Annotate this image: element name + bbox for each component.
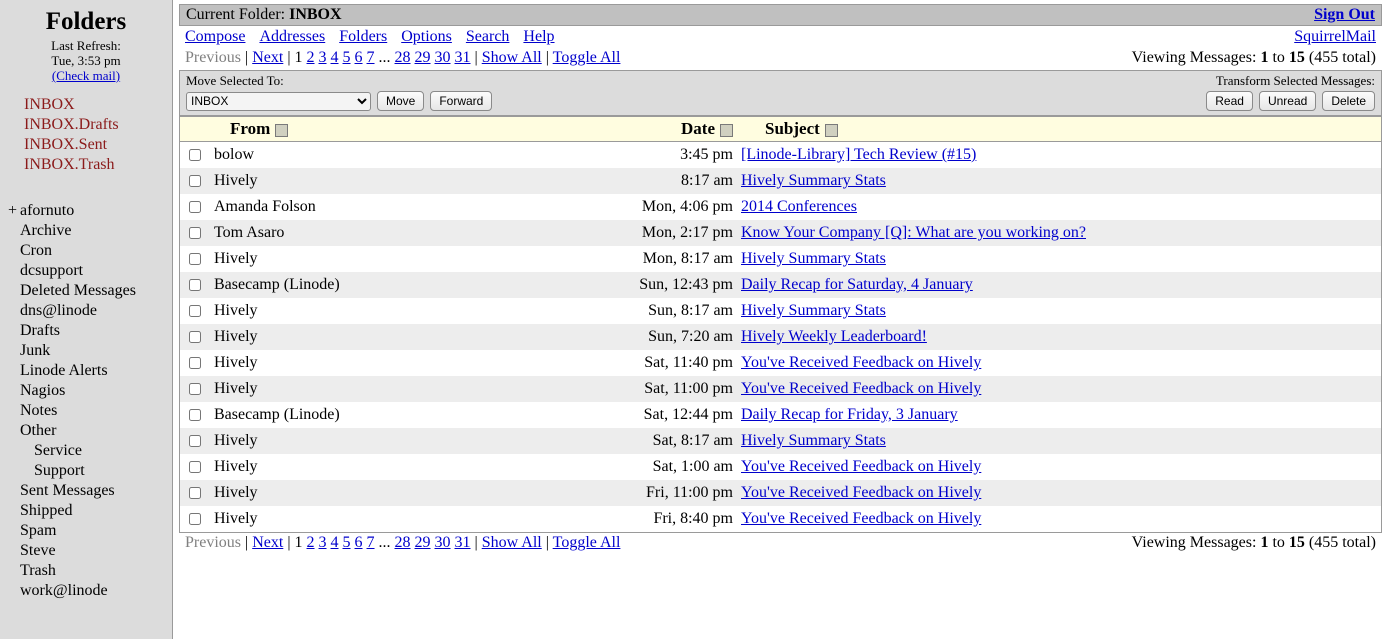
table-row[interactable] [180, 298, 1382, 324]
folder-label[interactable]: Sent Messages [20, 482, 115, 499]
move-controls [186, 91, 492, 111]
sidebar-item-inbox-sent[interactable]: INBOX.Sent [24, 136, 108, 153]
message-subject-link[interactable]: Daily Recap for Friday, 3 January [741, 406, 958, 423]
current-folder-bar [179, 4, 1382, 26]
folder-label[interactable]: Nagios [20, 382, 66, 399]
message-date: Sun, 12:43 pm [554, 272, 737, 298]
previous-page-link: Previous [185, 49, 241, 66]
page-link-2-bottom[interactable]: 2 [306, 534, 315, 551]
message-subject-link[interactable]: You've Received Feedback on Hively [741, 510, 982, 527]
message-from: Tom Asaro [210, 220, 554, 246]
sign-out-link[interactable]: Sign Out [1314, 6, 1375, 23]
expand-icon[interactable]: + [8, 202, 18, 219]
page-link-4-bottom[interactable]: 4 [330, 534, 339, 551]
message-subject-cell[interactable] [737, 246, 1382, 272]
forward-button[interactable]: Forward [430, 91, 492, 111]
transform-buttons [1206, 91, 1375, 111]
viewing-label-bottom: Viewing Messages: [1131, 534, 1257, 551]
page-link-6[interactable]: 6 [354, 49, 363, 66]
row-checkbox-cell[interactable] [180, 298, 211, 324]
next-page-link[interactable]: Next [252, 49, 284, 66]
column-header-date-label: Date [681, 119, 715, 138]
message-list-body [180, 142, 1382, 533]
viewing-range-to: to [1272, 49, 1285, 66]
table-row[interactable] [180, 194, 1382, 220]
column-header-date[interactable] [554, 117, 737, 142]
message-checkbox[interactable] [189, 383, 201, 395]
page-link-6-bottom[interactable]: 6 [354, 534, 363, 551]
folder-row[interactable] [8, 521, 172, 541]
page-link-31[interactable]: 31 [454, 49, 471, 66]
message-from: Hively [210, 480, 554, 506]
page-link-7-bottom[interactable]: 7 [366, 534, 375, 551]
paging-top [179, 48, 1382, 70]
folder-label[interactable]: Trash [20, 562, 56, 579]
page-ellipsis-bottom: ... [378, 534, 391, 551]
folders-title: Folders [45, 8, 127, 35]
refresh-info [0, 38, 172, 83]
column-header-from[interactable] [210, 117, 554, 142]
message-subject-cell[interactable] [737, 454, 1382, 480]
page-link-4[interactable]: 4 [330, 49, 339, 66]
message-checkbox[interactable] [189, 461, 201, 473]
squirrelmail-brand-link[interactable]: SquirrelMail [1294, 28, 1376, 45]
folder-row[interactable] [8, 481, 172, 501]
folder-row[interactable] [8, 361, 172, 381]
page-link-28-bottom[interactable]: 28 [394, 534, 411, 551]
delete-button[interactable]: Delete [1322, 91, 1375, 111]
menu-item-folders[interactable]: Folders [339, 28, 388, 45]
page-link-29-bottom[interactable]: 29 [414, 534, 431, 551]
message-date: 8:17 am [554, 168, 737, 194]
folder-label[interactable]: Spam [20, 522, 57, 539]
menu-item-addresses[interactable]: Addresses [259, 28, 326, 45]
row-checkbox-cell[interactable] [180, 480, 211, 506]
message-from: Hively [210, 454, 554, 480]
folder-row[interactable] [8, 501, 172, 521]
special-folder-list [0, 95, 172, 175]
row-checkbox-cell[interactable] [180, 454, 211, 480]
row-checkbox-cell[interactable] [180, 376, 211, 402]
message-from: Hively [210, 298, 554, 324]
move-folder-select[interactable] [186, 92, 371, 111]
folder-row[interactable] [8, 201, 172, 221]
viewing-range-start-bottom: 1 [1260, 534, 1269, 551]
folder-row[interactable] [8, 581, 172, 601]
message-date: Sat, 12:44 pm [554, 402, 737, 428]
column-header-subject[interactable] [737, 117, 1382, 142]
message-subject-link[interactable]: You've Received Feedback on Hively [741, 458, 982, 475]
toggle-all-link-bottom[interactable]: Toggle All [552, 534, 621, 551]
message-from: Hively [210, 324, 554, 350]
paging-bottom [179, 533, 1382, 555]
sidebar-item-inbox[interactable]: INBOX [24, 96, 75, 113]
message-checkbox[interactable] [189, 175, 201, 187]
transform-label: Transform Selected Messages: [1215, 73, 1375, 88]
message-subject-link[interactable]: You've Received Feedback on Hively [741, 380, 982, 397]
page-ellipsis: ... [378, 49, 391, 66]
viewing-total-bottom: (455 total) [1308, 534, 1376, 551]
brand-link-container [1294, 28, 1376, 46]
viewing-range-end: 15 [1288, 49, 1305, 66]
message-date: Sun, 8:17 am [554, 298, 737, 324]
message-subject-link[interactable]: Daily Recap for Saturday, 4 January [741, 276, 973, 293]
page-link-31-bottom[interactable]: 31 [454, 534, 471, 551]
message-from: Basecamp (Linode) [210, 272, 554, 298]
current-folder-name: INBOX [289, 6, 342, 23]
page-link-28[interactable]: 28 [394, 49, 411, 66]
message-from: bolow [210, 142, 554, 169]
folders-sidebar [0, 0, 173, 639]
folder-label[interactable]: Junk [20, 342, 51, 359]
message-subject-link[interactable]: Hively Summary Stats [741, 432, 886, 449]
viewing-label: Viewing Messages: [1131, 49, 1257, 66]
menu-item-compose[interactable]: Compose [185, 28, 246, 45]
last-refresh-label: Last Refresh: [51, 38, 121, 53]
message-checkbox[interactable] [189, 279, 201, 291]
folder-row[interactable] [8, 221, 172, 241]
viewing-range-to-bottom: to [1272, 534, 1285, 551]
message-date: Sat, 8:17 am [554, 428, 737, 454]
sort-subject-icon[interactable] [825, 124, 838, 137]
message-date: Mon, 4:06 pm [554, 194, 737, 220]
table-row[interactable] [180, 506, 1382, 533]
folder-label[interactable]: dcsupport [20, 262, 84, 279]
message-from: Hively [210, 246, 554, 272]
menu-item-options[interactable]: Options [401, 28, 452, 45]
folder-label[interactable]: work@linode [20, 582, 108, 599]
message-date: Mon, 8:17 am [554, 246, 737, 272]
table-row[interactable] [180, 272, 1382, 298]
message-subject-cell[interactable] [737, 350, 1382, 376]
table-row[interactable] [180, 168, 1382, 194]
row-checkbox-cell[interactable] [180, 220, 211, 246]
message-checkbox[interactable] [189, 201, 201, 213]
message-checkbox[interactable] [189, 253, 201, 265]
message-date: Fri, 8:40 pm [554, 506, 737, 533]
row-checkbox-cell[interactable] [180, 194, 211, 220]
message-from: Hively [210, 376, 554, 402]
last-refresh-time: Tue, 3:53 pm [51, 53, 121, 68]
move-transform-bar [179, 70, 1382, 116]
menu-item-search[interactable]: Search [465, 28, 510, 45]
message-from: Basecamp (Linode) [210, 402, 554, 428]
message-subject-cell[interactable] [737, 142, 1382, 169]
page-link-29[interactable]: 29 [414, 49, 431, 66]
show-all-link-bottom[interactable]: Show All [481, 534, 542, 551]
message-checkbox[interactable] [189, 357, 201, 369]
row-checkbox-cell[interactable] [180, 428, 211, 454]
current-folder-display [186, 6, 342, 24]
folder-row[interactable] [8, 321, 172, 341]
current-folder-label: Current Folder: [186, 6, 286, 23]
message-from: Hively [210, 428, 554, 454]
move-selected-label: Move Selected To: [186, 73, 284, 88]
message-subject-link[interactable]: [Linode-Library] Tech Review (#15) [741, 146, 977, 163]
viewing-range-start: 1 [1260, 49, 1269, 66]
folder-row[interactable] [8, 561, 172, 581]
message-from: Hively [210, 168, 554, 194]
row-checkbox-cell[interactable] [180, 402, 211, 428]
message-subject-link[interactable]: You've Received Feedback on Hively [741, 484, 982, 501]
folder-label[interactable]: Notes [20, 402, 58, 419]
message-subject-cell[interactable] [737, 480, 1382, 506]
folder-label[interactable]: Cron [20, 242, 52, 259]
check-mail-link[interactable]: (Check mail) [51, 68, 121, 83]
table-row[interactable] [180, 350, 1382, 376]
message-checkbox[interactable] [189, 305, 201, 317]
message-subject-link[interactable]: 2014 Conferences [741, 198, 857, 215]
folder-row[interactable] [8, 401, 172, 421]
row-checkbox-cell[interactable] [180, 324, 211, 350]
toggle-all-link[interactable]: Toggle All [552, 49, 621, 66]
row-checkbox-cell[interactable] [180, 142, 211, 169]
folder-row[interactable] [8, 441, 172, 461]
folder-label[interactable]: Drafts [20, 322, 60, 339]
message-subject-cell[interactable] [737, 168, 1382, 194]
message-list-table [179, 116, 1382, 533]
message-from: Hively [210, 506, 554, 533]
viewing-messages-status [1132, 49, 1376, 67]
message-checkbox[interactable] [189, 409, 201, 421]
main-panel [173, 0, 1388, 639]
message-checkbox[interactable] [189, 513, 201, 525]
page-link-1-bottom: 1 [294, 534, 303, 551]
message-date: Sun, 7:20 am [554, 324, 737, 350]
message-checkbox[interactable] [189, 331, 201, 343]
folder-label[interactable]: Linode Alerts [20, 362, 108, 379]
row-checkbox-cell[interactable] [180, 272, 211, 298]
menu-links [185, 28, 569, 46]
message-list-header-row [180, 117, 1382, 142]
sort-from-icon[interactable] [275, 124, 288, 137]
menu-item-help[interactable]: Help [523, 28, 555, 45]
folder-row[interactable] [8, 281, 172, 301]
paging-links: Previous | Next | 1 2 3 4 5 6 7 ... 28 29 30 31 | Show All | Toggle All [185, 49, 621, 66]
table-row[interactable] [180, 376, 1382, 402]
folder-row[interactable] [8, 461, 172, 481]
folder-row[interactable] [8, 261, 172, 281]
folder-row[interactable] [8, 381, 172, 401]
message-subject-cell[interactable] [737, 428, 1382, 454]
message-subject-link[interactable]: Hively Weekly Leaderboard! [741, 328, 927, 345]
paging-links-bottom: Previous | Next | 1 2 3 4 5 6 7 ... 28 29 30 31 | Show All | Toggle All [185, 534, 621, 551]
message-subject-link[interactable]: Hively Summary Stats [741, 172, 886, 189]
message-subject-cell[interactable] [737, 272, 1382, 298]
page-link-7[interactable]: 7 [366, 49, 375, 66]
page-link-5-bottom[interactable]: 5 [342, 534, 351, 551]
message-from: Amanda Folson [210, 194, 554, 220]
show-all-link[interactable]: Show All [481, 49, 542, 66]
folder-row[interactable] [8, 301, 172, 321]
table-row[interactable] [180, 246, 1382, 272]
page-link-1: 1 [294, 49, 303, 66]
table-row[interactable] [180, 142, 1382, 169]
folder-label[interactable]: Deleted Messages [20, 282, 136, 299]
folder-label[interactable]: dns@linode [20, 302, 97, 319]
select-all-column-header [180, 117, 211, 142]
message-checkbox[interactable] [189, 435, 201, 447]
message-checkbox[interactable] [189, 149, 201, 161]
message-date: Sat, 11:00 pm [554, 376, 737, 402]
message-checkbox[interactable] [189, 487, 201, 499]
mark-unread-button[interactable]: Unread [1259, 91, 1316, 111]
message-from: Hively [210, 350, 554, 376]
folder-label[interactable]: Steve [20, 542, 56, 559]
row-checkbox-cell[interactable] [180, 168, 211, 194]
move-selected-section [186, 73, 492, 111]
message-date: Fri, 11:00 pm [554, 480, 737, 506]
table-row[interactable] [180, 480, 1382, 506]
menu-bar [179, 26, 1382, 48]
viewing-messages-status-bottom [1132, 534, 1376, 552]
folder-row[interactable] [8, 421, 172, 441]
folder-row[interactable] [8, 241, 172, 261]
folder-label[interactable]: Service [34, 442, 82, 459]
message-subject-cell[interactable] [737, 506, 1382, 533]
sidebar-item-inbox-drafts[interactable]: INBOX.Drafts [24, 116, 119, 133]
page-link-2[interactable]: 2 [306, 49, 315, 66]
message-subject-cell[interactable] [737, 402, 1382, 428]
previous-page-link-bottom: Previous [185, 534, 241, 551]
message-date: Mon, 2:17 pm [554, 220, 737, 246]
page-link-30[interactable]: 30 [434, 49, 451, 66]
table-row[interactable] [180, 454, 1382, 480]
move-button[interactable]: Move [377, 91, 424, 111]
message-subject-link[interactable]: Know Your Company [Q]: What are you working on? [741, 224, 1086, 241]
column-header-from-label: From [230, 119, 271, 138]
page-link-30-bottom[interactable]: 30 [434, 534, 451, 551]
sort-date-icon[interactable] [720, 124, 733, 137]
message-checkbox[interactable] [189, 227, 201, 239]
row-checkbox-cell[interactable] [180, 506, 211, 533]
transform-section [1206, 73, 1375, 111]
page-link-3-bottom[interactable]: 3 [318, 534, 327, 551]
viewing-total: (455 total) [1308, 49, 1376, 66]
message-subject-cell[interactable] [737, 194, 1382, 220]
mark-read-button[interactable]: Read [1206, 91, 1253, 111]
folder-row[interactable] [8, 341, 172, 361]
table-row[interactable] [180, 402, 1382, 428]
folder-label[interactable]: Support [34, 462, 85, 479]
message-date: Sat, 11:40 pm [554, 350, 737, 376]
message-subject-cell[interactable] [737, 220, 1382, 246]
table-row[interactable] [180, 324, 1382, 350]
folder-row[interactable] [8, 541, 172, 561]
row-checkbox-cell[interactable] [180, 246, 211, 272]
message-date: Sat, 1:00 am [554, 454, 737, 480]
viewing-range-end-bottom: 15 [1288, 534, 1305, 551]
page-link-5[interactable]: 5 [342, 49, 351, 66]
folder-label[interactable]: afornuto [20, 202, 75, 219]
message-subject-link[interactable]: Hively Summary Stats [741, 250, 886, 267]
table-row[interactable] [180, 428, 1382, 454]
column-header-subject-label: Subject [765, 119, 820, 138]
sidebar-item-inbox-trash[interactable]: INBOX.Trash [24, 156, 115, 173]
row-checkbox-cell[interactable] [180, 350, 211, 376]
table-row[interactable] [180, 220, 1382, 246]
message-subject-cell[interactable] [737, 298, 1382, 324]
message-date: 3:45 pm [554, 142, 737, 169]
message-subject-link[interactable]: You've Received Feedback on Hively [741, 354, 982, 371]
folder-label[interactable]: Shipped [20, 502, 73, 519]
page-link-3[interactable]: 3 [318, 49, 327, 66]
folder-list [0, 201, 172, 601]
folder-label[interactable]: Archive [20, 222, 72, 239]
next-page-link-bottom[interactable]: Next [252, 534, 284, 551]
message-subject-cell[interactable] [737, 376, 1382, 402]
message-subject-link[interactable]: Hively Summary Stats [741, 302, 886, 319]
message-subject-cell[interactable] [737, 324, 1382, 350]
folder-label[interactable]: Other [20, 422, 57, 439]
